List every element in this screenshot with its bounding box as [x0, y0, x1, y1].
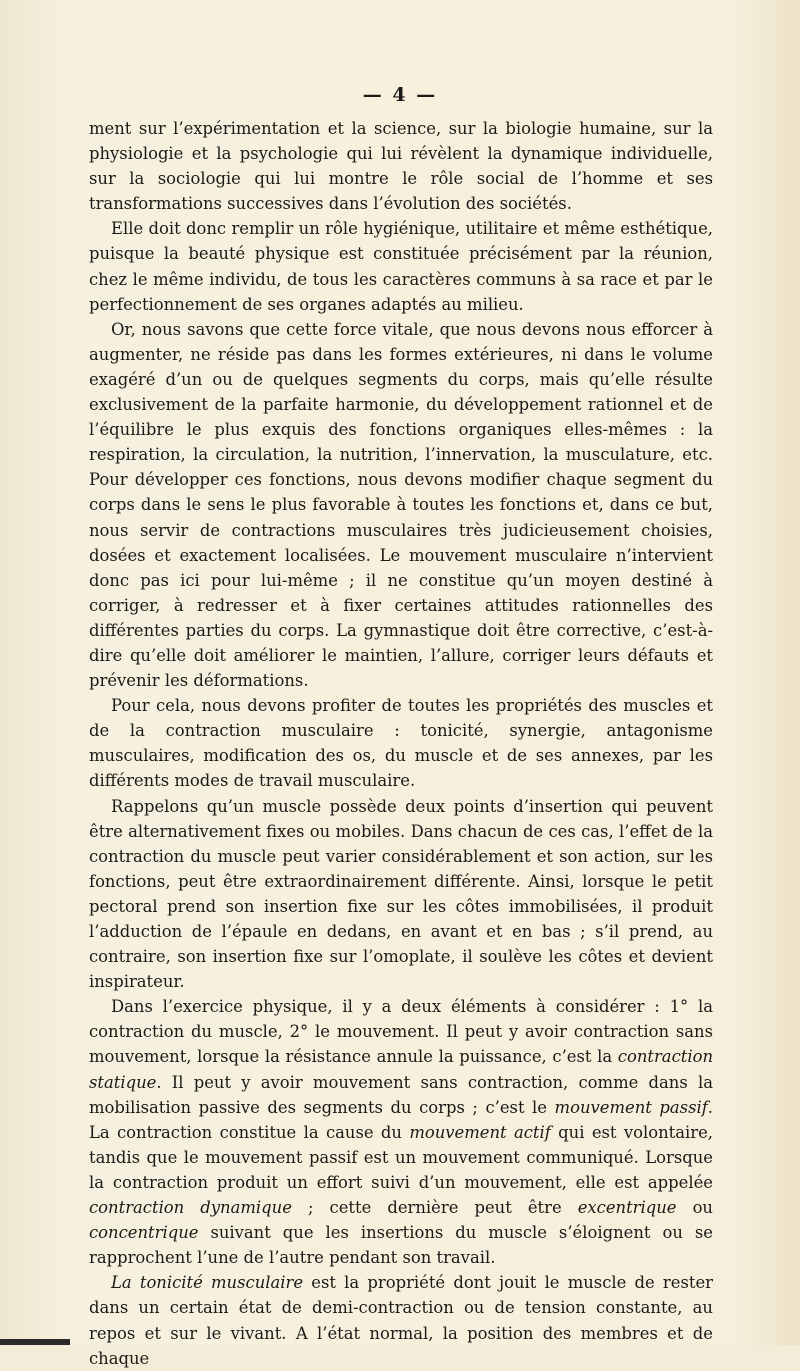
- paragraph-3: [89, 317, 713, 693]
- term-contraction-dynamique: contraction dynamique: [89, 1198, 292, 1218]
- term-concentrique: concentrique: [89, 1223, 199, 1243]
- paragraph-4: [89, 693, 713, 793]
- page-number: — 4 —: [362, 84, 438, 106]
- paragraph-7: [89, 1270, 713, 1370]
- paragraph-6-text: Dans l’exercice physique, il y a deux éléments à considérer : 1° la contraction du muscle, 2° le mouvement. Il peut y avoir contraction sans mouvement, lorsque la résistance annule la puissance, c’est la: [89, 997, 713, 1067]
- paragraph-2: [89, 216, 713, 316]
- paragraph-2-text: Elle doit donc remplir un rôle hygiénique, utilitaire et même esthétique, puisque la beauté physique est constituée précisément par la réunion, chez le même individu, de tous les caractères communs à sa race et par le perfectionnement de ses organes adaptés au milieu.: [89, 219, 713, 314]
- paragraph-5: [89, 794, 713, 995]
- term-tonicite-musculaire: La tonicité musculaire: [111, 1273, 304, 1293]
- scan-edge-mark: [0, 1339, 70, 1345]
- paragraph-6-text: ; cette dernière peut être: [291, 1198, 578, 1218]
- paragraph-7-text: est la propriété dont jouit le muscle de rester dans un certain état de demi-contraction ou de tension constante, au repos et sur le vivant. A l’état normal, la position des membres et de chaque: [89, 1273, 714, 1368]
- term-mouvement-passif: mouvement passif: [554, 1097, 708, 1117]
- paragraph-6-text: suivant que les insertions du muscle s’éloignent ou se rapprochent l’une de l’autre pendant son travail.: [89, 1223, 713, 1268]
- term-contraction-statique: contraction statique: [89, 1047, 713, 1092]
- paragraph-6-text: . Il peut y avoir mouvement sans contraction, comme dans la mobilisation passive des segments du corps ; c’est le: [89, 1072, 713, 1117]
- paragraph-4-text: Pour cela, nous devons profiter de toutes les propriétés des muscles et de la contraction musculaire : tonicité, synergie, antagonisme musculaires, modification des os, du muscle et de ses annexes, par les différents modes de travail musculaire.: [89, 696, 713, 791]
- paragraph-1: [89, 116, 713, 216]
- paragraph-5-text: Rappelons qu’un muscle possède deux points d’insertion qui peuvent être alternativement fixes ou mobiles. Dans chacun de ces cas, l’effet de la contraction du muscle peut varier considérablement et son action, sur les fonctions, peut être extraordinairement différente. Ainsi, lorsque le petit pectoral prend son insertion fixe sur les côtes immobilisées, il produit l’adduction de l’épaule en dedans, en avant et en bas ; s’il prend, au contraire, son insertion fixe sur l’omoplate, il soulève les côtes et devient inspirateur.: [89, 796, 713, 992]
- term-mouvement-actif: mouvement actif: [409, 1122, 551, 1142]
- paragraph-1-text: ment sur l’expérimentation et la science, sur la biologie humaine, sur la physiologie et la psychologie qui lui révèlent la dynamique individuelle, sur la sociologie qui lui montre le rôle social de l’homme et ses transformations successives dans l’évolution des sociétés.: [89, 119, 713, 214]
- paragraph-3-text: Or, nous savons que cette force vitale, que nous devons nous efforcer à augmenter, ne réside pas dans les formes extérieures, ni dans le volume exagéré d’un ou de quelques segments du corps, mais qu’elle résulte exclusivement de la parfaite harmonie, du développement rationnel et de l’équilibre le plus exquis des fonctions organiques elles-mêmes : la respiration, la circulation, la nutrition, l’innervation, la musculature, etc. Pour développer ces fonctions, nous devons modifier chaque segment du corps dans le sens le plus favorable à toutes les fonctions et, dans ce but, nous servir de contractions musculaires très judicieusement choisies, dosées et exactement localisées. Le mouvement musculaire n’intervient donc pas ici pour lui-même ; il ne constitue qu’un moyen destiné à corriger, à redresser et à fixer certaines attitudes rationnelles des différentes parties du corps. La gymnastique doit être corrective, c’est-à-dire qu’elle doit améliorer le maintien, l’allure, corriger leurs défauts et prévenir les déformations.: [89, 319, 713, 691]
- body-text: [89, 116, 713, 1371]
- paragraph-6-text: qui est volontaire, tandis que le mouvement passif est un mouvement communiqué. Lorsque la contraction produit un effort suivi d’un mouvement, elle est appelée: [89, 1122, 714, 1192]
- term-excentrique: excentrique: [577, 1198, 677, 1218]
- paragraph-6-text: ou: [676, 1198, 713, 1218]
- paragraph-6-text: . La contraction constitue la cause du: [89, 1097, 714, 1142]
- paragraph-6: [89, 994, 713, 1270]
